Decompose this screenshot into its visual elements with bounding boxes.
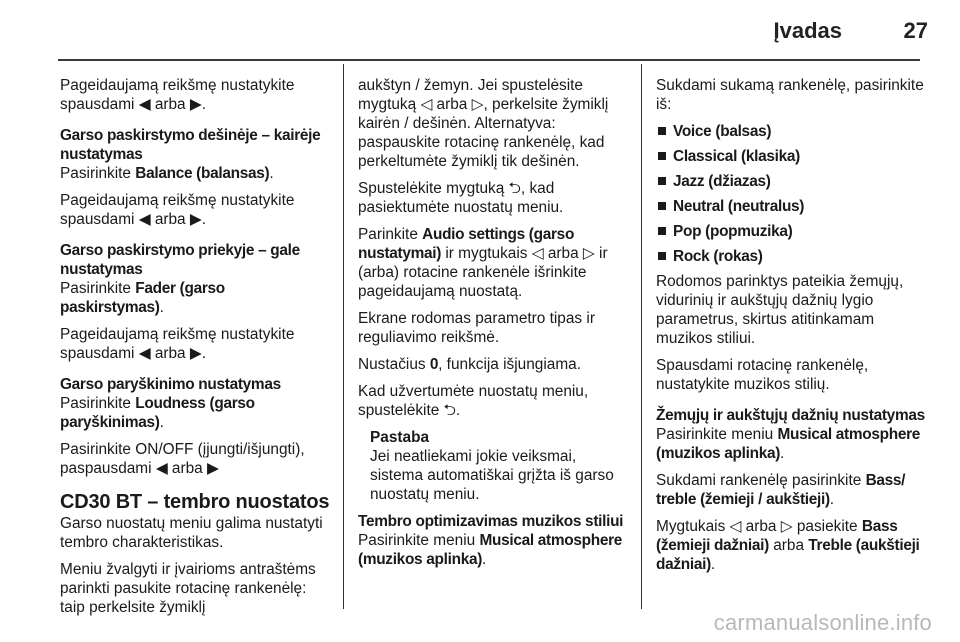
note-text: Jei neatliekami jokie veiksmai, sistema automatiškai grįžta iš garso nuostatų meniu.	[370, 448, 614, 503]
subheading: Tembro optimizavimas muzikos stiliui	[358, 513, 624, 530]
paragraph: Rodomos parinktys pateikia žemųjų, vidurinių ir aukštųjų dažnių lygio parametrus, skirtus atitinkamam muzikos stiliui.	[656, 273, 904, 347]
paragraph: Meniu žvalgyti ir įvairioms antraštėms parinkti pasukite rotacinę rankenėlę: taip perkelsite žymiklį	[60, 561, 316, 616]
bullet-square-icon	[658, 127, 666, 135]
bullet-square-icon	[658, 202, 666, 210]
paragraph: Ekrane rodomas parametro tipas ir reguliavimo reikšmė.	[358, 310, 595, 346]
list-item: Rock (rokas)	[656, 247, 928, 266]
paragraph: Pageidaujamą reikšmę nustatykite spausdami ◀ arba ▶.	[60, 77, 295, 113]
column-divider	[343, 64, 344, 609]
paragraph: Mygtukais ◁ arba ▷ pasiekite Bass (žemieji dažniai) arba Treble (aukštieji dažniai).	[656, 518, 920, 573]
paragraph: Pasirinkite ON/OFF (įjungti/išjungti), paspausdami ◀ arba ▶	[60, 441, 305, 477]
note-title: Pastaba	[370, 429, 430, 446]
page-number: 27	[903, 18, 928, 43]
list-item: Voice (balsas)	[656, 122, 928, 141]
watermark: carmanualsonline.info	[713, 610, 932, 635]
column-2	[358, 76, 630, 577]
paragraph: Pasirinkite Balance (balansas).	[60, 165, 274, 182]
paragraph: Pasirinkite meniu Musical atmosphere (muzikos aplinka).	[656, 426, 921, 462]
paragraph: Parinkite Audio settings (garso nustatymai) ir mygtukais ◁ arba ▷ ir (arba) rotacine rankenėle išrinkite pageidaujamą nuostatą.	[358, 226, 608, 300]
paragraph: Spustelėkite mygtuką ⮌, kad pasiektumėte nuostatų meniu.	[358, 180, 564, 216]
bullet-square-icon	[658, 227, 666, 235]
list-item: Classical (klasika)	[656, 147, 928, 166]
paragraph: Garso nuostatų meniu galima nustatyti tembro charakteristikas.	[60, 515, 323, 551]
note-box	[370, 428, 630, 504]
subheading: Žemųjų ir aukštųjų dažnių nustatymas	[656, 407, 925, 424]
paragraph: Spausdami rotacinę rankenėlę, nustatykite muzikos stilių.	[656, 357, 869, 393]
column-1	[60, 76, 332, 625]
paragraph: Pasirinkite Loudness (garso paryškinimas).	[60, 395, 255, 431]
bullet-square-icon	[658, 177, 666, 185]
column-3	[656, 76, 928, 582]
paragraph: Sukdami sukamą rankenėlę, pasirinkite iš:	[656, 77, 924, 113]
bullet-square-icon	[658, 252, 666, 260]
header-rule	[58, 59, 920, 61]
section-heading: CD30 BT – tembro nuostatos	[60, 491, 330, 513]
paragraph: aukštyn / žemyn. Jei spustelėsite mygtuką ◁ arba ▷, perkelsite žymiklį kairėn / dešinėn. Alternatyva: paspauskite rotacinę rankenėlę, kad perkeltumėte žymiklį tik dešinėn.	[358, 77, 609, 170]
paragraph: Sukdami rankenėlę pasirinkite Bass/ treble (žemieji / aukštieji).	[656, 472, 906, 508]
paragraph: Pageidaujamą reikšmę nustatykite spausdami ◀ arba ▶.	[60, 326, 295, 362]
bullet-square-icon	[658, 152, 666, 160]
list-item: Pop (popmuzika)	[656, 222, 928, 241]
subheading: Garso paskirstymo dešinėje – kairėje nustatymas	[60, 127, 321, 163]
option-list	[656, 122, 928, 266]
subheading: Garso paryškinimo nustatymas	[60, 376, 281, 393]
paragraph: Kad užvertumėte nuostatų meniu, spustelėkite ⮌.	[358, 383, 589, 419]
paragraph: Pageidaujamą reikšmę nustatykite spausdami ◀ arba ▶.	[60, 192, 295, 228]
paragraph: Pasirinkite Fader (garso paskirstymas).	[60, 280, 225, 316]
column-divider	[641, 64, 642, 609]
list-item: Jazz (džiazas)	[656, 172, 928, 191]
paragraph: Pasirinkite meniu Musical atmosphere (muzikos aplinka).	[358, 532, 623, 568]
list-item: Neutral (neutralus)	[656, 197, 928, 216]
paragraph: Nustačius 0, funkcija išjungiama.	[358, 356, 581, 373]
subheading: Garso paskirstymo priekyje – gale nustatymas	[60, 242, 300, 278]
section-title: Įvadas	[773, 18, 842, 43]
page-header	[0, 0, 960, 60]
